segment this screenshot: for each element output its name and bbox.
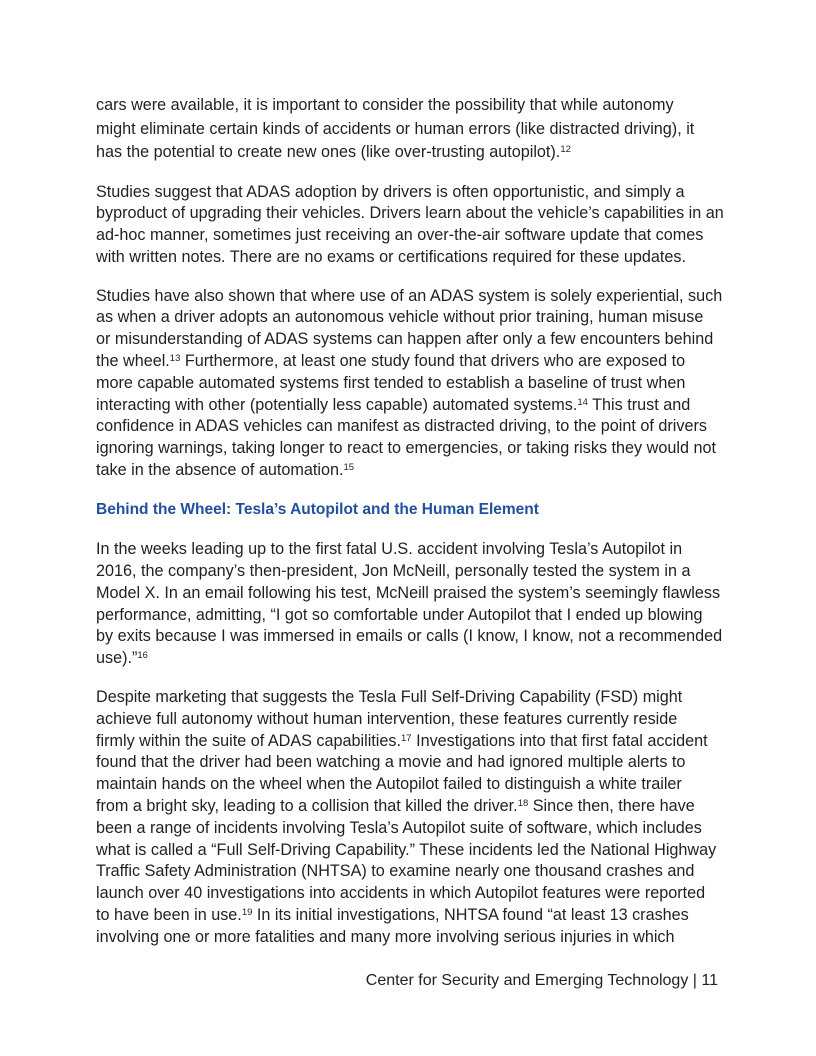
text-line: maintain hands on the wheel when the Autopilot failed to distinguish a white trailer: [96, 775, 682, 794]
text-line: what is called a “Full Self-Driving Capability.” These incidents led the National Highway: [96, 840, 717, 859]
text-line: or misunderstanding of ADAS systems can happen after only a few encounters behind: [96, 330, 714, 349]
text-line: more capable automated systems first tended to establish a baseline of trust when: [96, 373, 686, 392]
page-number: 11: [701, 972, 718, 989]
text-line: been a range of incidents involving Tesla’s Autopilot suite of software, which includes: [96, 818, 702, 837]
text-line: involving one or more fatalities and many more involving serious injuries in which: [96, 927, 675, 946]
footnote-ref: 13: [169, 353, 181, 365]
footer-organization: Center for Security and Emerging Technology: [365, 972, 689, 989]
text-line: ignoring warnings, taking longer to react to emergencies, or taking risks they would not: [96, 439, 716, 458]
footnote-ref: 14: [577, 396, 588, 408]
footnote-ref: 18: [517, 797, 529, 809]
text-line: cars were available, it is important to consider the possibility that while autonomy: [96, 96, 674, 114]
footnote-ref: 12: [560, 144, 571, 155]
paragraph: [96, 94, 736, 165]
paragraph: [96, 286, 736, 482]
text-line: performance, admitting, “I got so comfortable under Autopilot that I ended up blowing: [96, 605, 703, 624]
text-line: [96, 460, 736, 482]
text-line: 2016, the company’s then-president, Jon McNeill, personally tested the system in a: [96, 561, 691, 580]
text-segment: use).”: [96, 649, 138, 668]
text-line: Studies suggest that ADAS adoption by drivers is often opportunistic, and simply a: [96, 182, 685, 201]
section-heading: Behind the Wheel: Tesla’s Autopilot and the Human Element: [96, 500, 539, 518]
text-line: launch over 40 investigations into accidents in which Autopilot features were reported: [96, 884, 706, 903]
text-line: by exits because I was immersed in emails or calls (I know, I know, not a recommended: [96, 627, 723, 646]
text-line: might eliminate certain kinds of accidents or human errors (like distracted driving), it: [96, 119, 695, 138]
footnote-ref: 15: [343, 462, 355, 474]
footnote-ref: 17: [401, 732, 412, 744]
footer-separator: |: [692, 972, 697, 989]
text-segment: the wheel.: [96, 352, 170, 371]
footnote-ref: 16: [137, 650, 148, 662]
section-tesla-autopilot: [96, 499, 736, 949]
text-segment: has the potential to create new ones (like over-trusting autopilot).: [96, 143, 561, 161]
text-segment: take in the absence of automation.: [96, 461, 344, 480]
footnote-ref: 19: [241, 906, 253, 918]
intro-text: [96, 94, 736, 482]
text-line: [96, 731, 736, 753]
text-segment: interacting with other (potentially less capable) automated systems.: [96, 395, 578, 414]
text-line: ad-hoc manner, sometimes just receiving an over-the-air software update that comes: [96, 226, 704, 245]
text-segment: from a bright sky, leading to a collision that killed the driver.: [96, 796, 518, 815]
page-footer: [366, 970, 718, 992]
text-line: confidence in ADAS vehicles can manifest as distracted driving, to the point of drivers: [96, 417, 707, 436]
text-line: [96, 796, 736, 818]
section-text: [96, 539, 736, 948]
text-line: Studies have also shown that where use of an ADAS system is solely experiential, such: [96, 286, 723, 305]
text-line: [96, 351, 736, 373]
text-line: In the weeks leading up to the first fatal U.S. accident involving Tesla’s Autopilot in: [96, 540, 683, 559]
text-line: byproduct of upgrading their vehicles. Drivers learn about the vehicle’s capabilities in an: [96, 204, 724, 223]
text-segment: Investigations into that first fatal accident: [411, 731, 708, 750]
text-segment: In its initial investigations, NHTSA found “at least 13 crashes: [252, 905, 689, 924]
paragraph: [96, 539, 736, 670]
text-line: Model X. In an email following his test, McNeill praised the system’s seemingly flawless: [96, 583, 721, 602]
text-segment: This trust and: [587, 395, 691, 414]
text-segment: Since then, there have: [528, 796, 695, 815]
text-line: as when a driver adopts an autonomous vehicle without prior training, human misuse: [96, 308, 704, 327]
text-line: Traffic Safety Administration (NHTSA) to examine nearly one thousand crashes and: [96, 862, 695, 881]
text-line: [96, 648, 736, 670]
text-line: found that the driver had been watching a movie and had ignored multiple alerts to: [96, 753, 686, 772]
text-line: [96, 395, 736, 417]
text-line: [96, 905, 736, 927]
paragraph: [96, 687, 736, 949]
text-segment: to have been in use.: [96, 905, 242, 924]
text-segment: firmly within the suite of ADAS capabilities.: [96, 731, 401, 750]
text-line: Despite marketing that suggests the Tesla Full Self-Driving Capability (FSD) might: [96, 687, 683, 706]
text-segment: Furthermore, at least one study found that drivers who are exposed to: [180, 352, 686, 371]
page-body: [96, 94, 736, 966]
text-line: [96, 141, 736, 165]
text-line: achieve full autonomy without human intervention, these features currently reside: [96, 709, 678, 728]
text-line: with written notes. There are no exams or certifications required for these updates.: [96, 247, 686, 266]
paragraph: [96, 182, 736, 269]
